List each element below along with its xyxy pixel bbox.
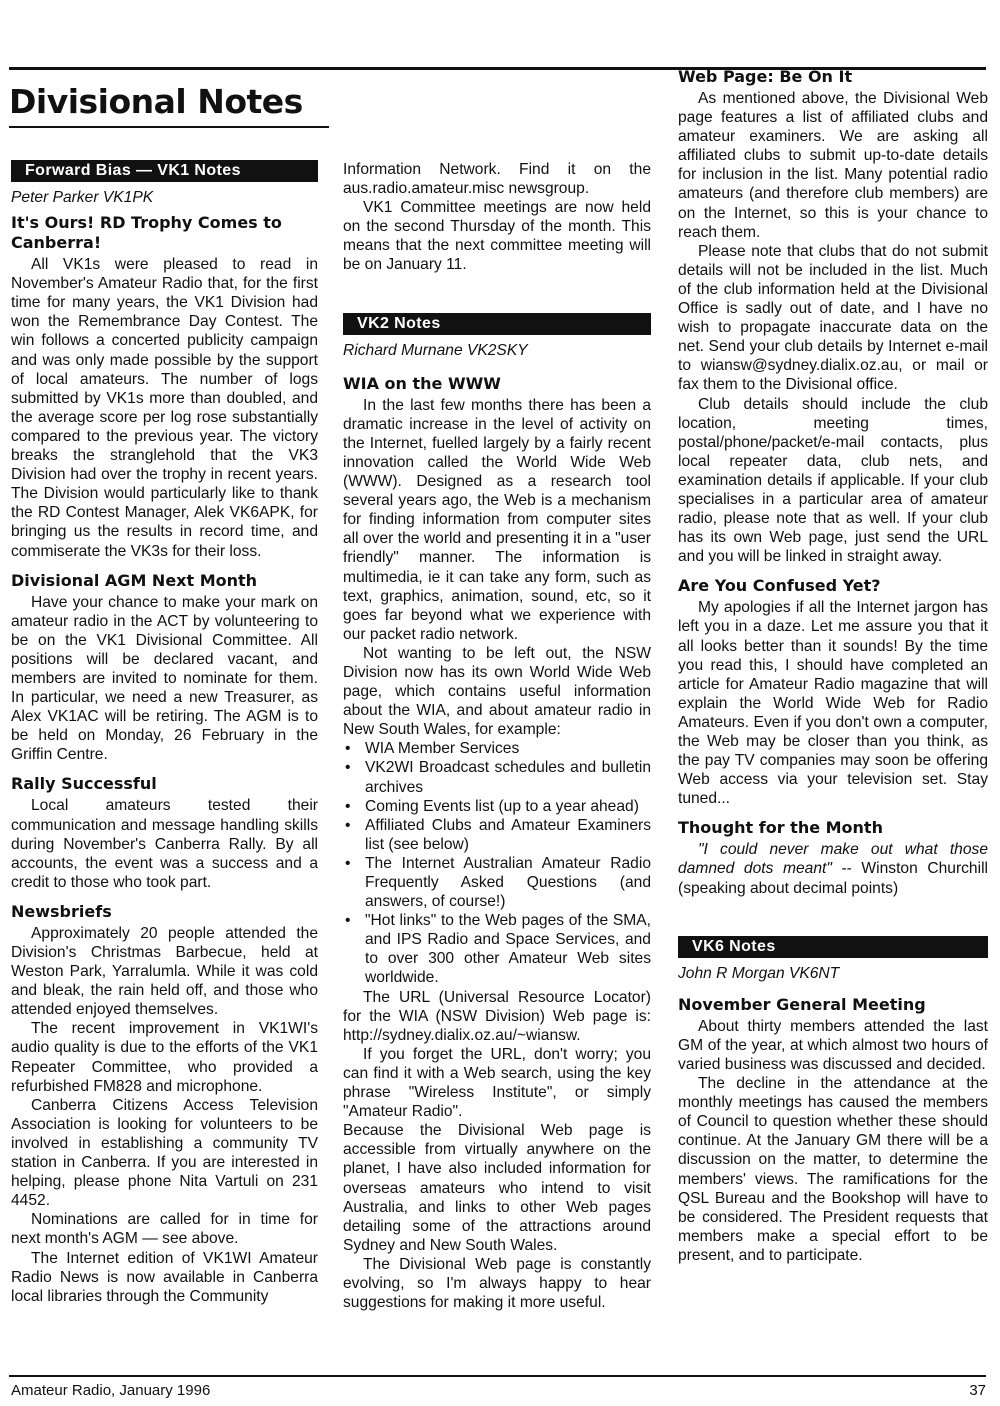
heading-general-meeting: November General Meeting: [678, 994, 926, 1014]
paragraph: Please note that clubs that do not submit details will not be included in the list. Much of the club information held at the Divisional Office is sadly out of date, and I have no wish to propagate inaccurate data on the net. Send your club details by Internet e-mail to wiansw@sydney.dialix.oz.au, or mail or fax them to the Divisional office.: [678, 242, 988, 394]
section-bar-vk6: VK6 Notes: [678, 936, 988, 958]
quote-paragraph: [678, 840, 988, 897]
paragraph: VK1 Committee meetings are now held on the second Thursday of the month. This means that the next committee meeting will be on January 11.: [343, 199, 651, 274]
column-1: [11, 160, 318, 1306]
section-bar-vk2: VK2 Notes: [343, 313, 651, 335]
paragraph: My apologies if all the Internet jargon has left you in a daze. Let me assure you that it all looks better than it sounds! By the time you read this, I should have completed an article for Amateur Radio magazine that will explain the World Wide Web for Radio Amateurs. Even if you don't own a computer, the Web may be closer than you think, as the pay TV companies may soon be offering Web access via your television set. Stay tuned...: [678, 599, 988, 808]
list-item: • VK2WI Broadcast schedules and bulletin archives: [343, 758, 651, 796]
paragraph: Not wanting to be left out, the NSW Division now has its own World Wide Web page, which contains useful information about the WIA, and about amateur radio in New South Wales, for example:: [343, 644, 651, 739]
paragraph: As mentioned above, the Divisional Web page features a list of affiliated clubs and amateur examiners. We are asking all affiliated clubs to submit up-to-date details for inclusion in the list. Many potential radio amateurs (and therefore club members) are on the Internet, so this is your chance to reach them.: [678, 90, 988, 241]
heading-wia-www: WIA on the WWW: [343, 373, 501, 393]
paragraph: Nominations are called for in time for next month's AGM — see above.: [11, 1211, 318, 1248]
author-vk1: Peter Parker VK1PK: [11, 189, 154, 206]
heading-rally: Rally Successful: [11, 774, 157, 794]
paragraph: The recent improvement in VK1WI's audio quality is due to the efforts of the VK1 Repeater Committee, who provided a refurbished FM828 and microphone.: [11, 1020, 318, 1095]
heading-web-page: Web Page: Be On It: [678, 67, 853, 86]
quote-text: "I could never make out what those damned dots meant": [678, 841, 988, 878]
column-2: [343, 160, 651, 1312]
heading-agm: Divisional AGM Next Month: [11, 570, 258, 590]
page-title: Divisional Notes: [9, 82, 303, 121]
paragraph: The decline in the attendance at the monthly meetings has caused the members of Council to question whether these should continue. At the January GM there will be a discussion on the matter, to determine the members' views. The ramifications for the QSL Bureau and the Bookshop will have to be considered. The President requests that members make a special effort to be present, and to participate.: [678, 1075, 988, 1264]
paragraph: The URL (Universal Resource Locator) for the WIA (NSW Division) Web page is: http://sydney.dialix.oz.au/~wiansw.: [343, 988, 651, 1044]
author-vk6: John R Morgan VK6NT: [678, 964, 840, 982]
column-3: [678, 67, 988, 1265]
paragraph: The Internet edition of VK1WI Amateur Radio News is now available in Canberra local libraries through the Community: [11, 1249, 318, 1305]
heading-confused: Are You Confused Yet?: [678, 576, 881, 596]
section-bar-vk1: Forward Bias — VK1 Notes: [11, 160, 318, 182]
paragraph: All VK1s were pleased to read in November's Amateur Radio that, for the first time for many years, the VK1 Division had won the Remembrance Day Contest. The win follows a concerted publicity campaign and was only made possible by the support of local amateurs. The number of logs submitted by VK1s more than doubled, and the average score per log rose substantially compared to the previous year. The victory breaks the stranglehold that the VK3 Division had over the trophy in recent years. The Division would particularly like to thank the RD Contest Manager, Alek VK6APK, for bringing us the results in record time, and commiserate the VK3s for their loss.: [11, 256, 318, 560]
list-item: • Coming Events list (up to a year ahead): [343, 797, 651, 816]
page-number: 37: [969, 1382, 986, 1399]
paragraph: Local amateurs tested their communication and message handling skills during November's Canberra Rally. By all accounts, the event was a success and a credit to those who took part.: [11, 797, 318, 891]
bottom-rule: [9, 1375, 986, 1377]
paragraph: About thirty members attended the last GM of the year, at which almost two hours of varied business was discussed and decided.: [678, 1017, 988, 1073]
footer-publication: Amateur Radio, January 1996: [11, 1382, 211, 1399]
paragraph: Canberra Citizens Access Television Association is looking for volunteers to be involved in establishing a community TV station in Canberra. If you are interested in helping, please phone Nita Vartuli on 231 4452.: [11, 1096, 318, 1210]
heading-newsbriefs: Newsbriefs: [11, 901, 112, 921]
paragraph: The Divisional Web page is constantly evolving, so I'm always happy to hear suggestions for making it more useful.: [343, 1255, 651, 1312]
paragraph: If you forget the URL, don't worry; you can find it with a Web search, using the key phrase "Wireless Institute", or simply "Amateur Radio".: [343, 1045, 651, 1121]
web-features-list: [343, 739, 651, 987]
paragraph: Club details should include the club location, meeting times, postal/phone/packet/e-mail contacts, plus local repeater data, club nets, and examination details if applicable. If your club specialises in a particular area of amateur radio, please note that as well. If your club has its own Web page, just send the URL and you will be linked in straight away.: [678, 395, 988, 566]
title-rule: [9, 126, 329, 128]
paragraph: In the last few months there has been a dramatic increase in the level of activity on the Internet, fuelled largely by a fairly recent innovation called the World Wide Web (WWW). Designed as a research tool several years ago, the Web is a mechanism for finding information from computer sites all over the world and presenting it in a "user friendly" manner. The information is multimedia, ie it can take any form, such as text, graphics, animation, sound, etc, so it goes far beyond what we experience with our packet radio network.: [343, 396, 651, 643]
list-item: • The Internet Australian Amateur Radio Frequently Asked Questions (and answers, of course!): [343, 854, 651, 911]
list-item: • "Hot links" to the Web pages of the SMA, and IPS Radio and Space Services, and to over 300 other Amateur Web sites worldwide.: [343, 911, 651, 987]
quote-attribution: -- Winston Churchill (speaking about decimal points): [678, 860, 988, 897]
author-vk2: Richard Murnane VK2SKY: [343, 341, 528, 359]
list-item: • Affiliated Clubs and Amateur Examiners list (see below): [343, 816, 651, 854]
paragraph: Have your chance to make your mark on amateur radio in the ACT by volunteering to be on the VK1 Divisional Committee. All positions will be declared vacant, and members are invited to nominate for them. In particular, we need a new Treasurer, as Alex VK1AC will be retiring. The AGM is to be held on Monday, 26 February in the Griffin Centre.: [11, 593, 318, 764]
heading-rd-trophy: It's Ours! RD Trophy Comes to Canberra!: [11, 213, 282, 253]
paragraph: Approximately 20 people attended the Division's Christmas Barbecue, held at Weston Park, Yarralumla. While it was cold and bleak, the rain held off, and those who attended enjoyed themselves.: [11, 924, 318, 1019]
paragraph: Information Network. Find it on the aus.radio.amateur.misc newsgroup.: [343, 161, 651, 198]
heading-thought: Thought for the Month: [678, 818, 883, 838]
paragraph: Because the Divisional Web page is accessible from virtually anywhere on the planet, I have also included information for overseas amateurs who intend to visit Australia, and links to other Web pages detailing some of the attractions around Sydney and New South Wales.: [343, 1122, 651, 1254]
list-item: • WIA Member Services: [343, 739, 651, 758]
section-gap: [343, 275, 651, 313]
section-gap: [678, 898, 988, 936]
